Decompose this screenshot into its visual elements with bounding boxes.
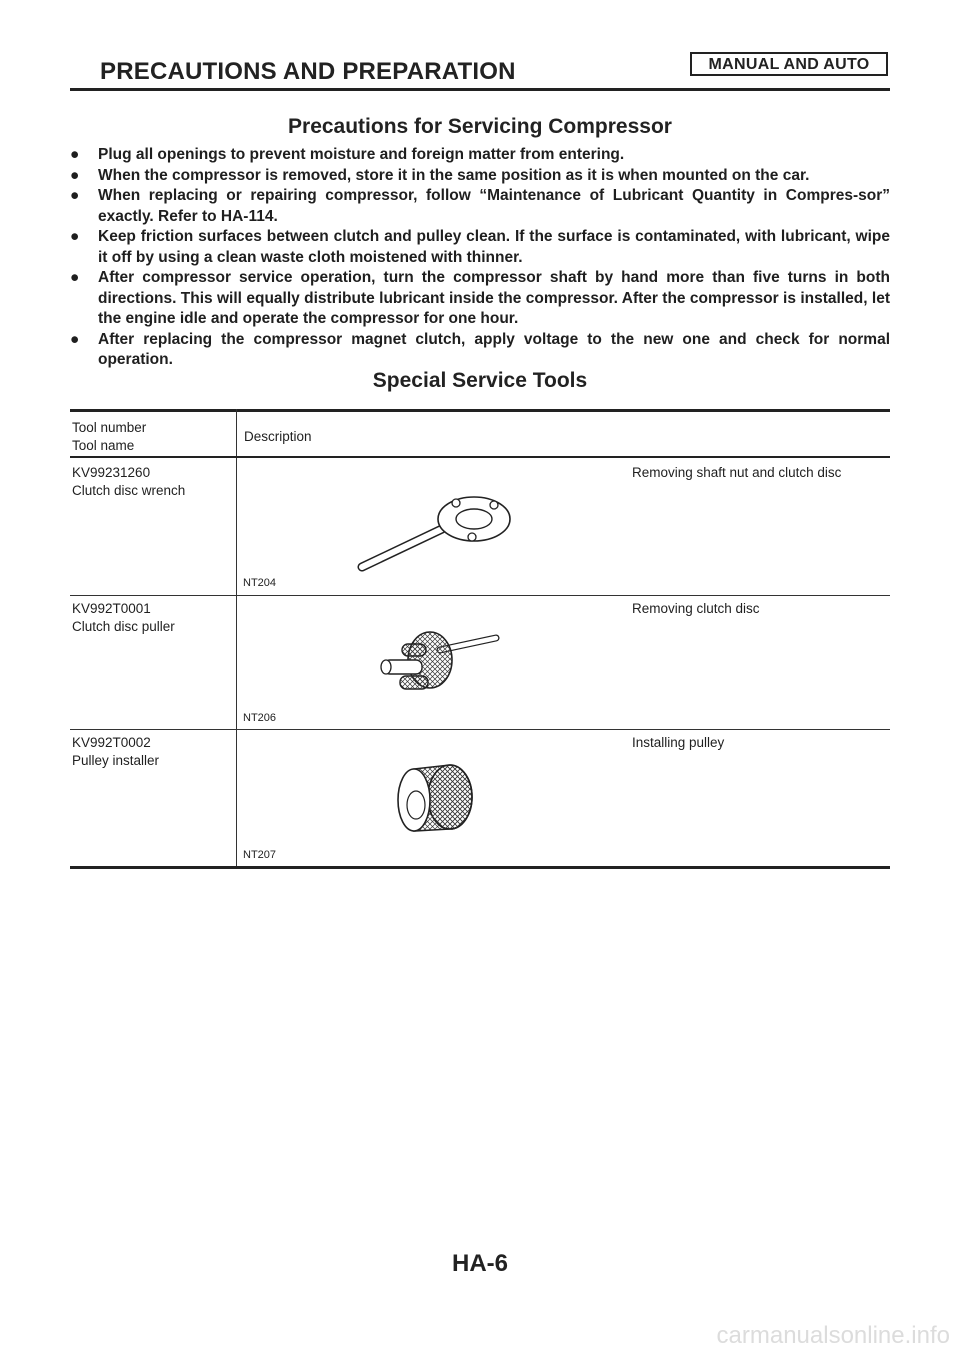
precautions-list (70, 145, 890, 371)
tool-description: Removing shaft nut and clutch disc (632, 465, 842, 480)
tool-name: Pulley installer (72, 753, 160, 768)
list-item (70, 145, 890, 166)
precaution-text: Keep friction surfaces between clutch and pulley clean. If the surface is contaminated, with lubricant, wipe it off by using a clean waste cloth moistened with thinner. (98, 228, 890, 266)
tool-number: KV992T0001 (72, 601, 151, 616)
bullet-icon: ● (70, 228, 80, 245)
precaution-text: After replacing the compressor magnet clutch, apply voltage to the new one and check for normal operation. (98, 330, 890, 368)
precautions-title: Precautions for Servicing Compressor (288, 115, 672, 138)
header-rule (70, 88, 890, 91)
bullet-icon: ● (70, 269, 80, 286)
header-description: Description (244, 429, 312, 444)
figure-code: NT204 (243, 577, 277, 589)
figure-code: NT206 (243, 712, 277, 724)
bullet-icon: ● (70, 146, 80, 163)
tool-number: KV99231260 (72, 465, 151, 480)
list-item (70, 186, 890, 227)
manual-auto-badge: MANUAL AND AUTO (690, 52, 888, 76)
bullet-icon: ● (70, 330, 80, 348)
tool-name: Clutch disc puller (72, 619, 175, 634)
header-tool-number: Tool number (72, 420, 147, 435)
header-bottom-rule (70, 456, 890, 458)
watermark: carmanualsonline.info (716, 1322, 950, 1349)
list-item (70, 227, 890, 268)
tool-name: Clutch disc wrench (72, 483, 186, 498)
list-item (70, 268, 890, 330)
row-divider (70, 595, 890, 596)
table-top-rule (70, 409, 890, 412)
clutch-disc-puller-icon (370, 624, 505, 704)
column-divider (236, 409, 237, 869)
section-header-title: PRECAUTIONS AND PREPARATION (100, 58, 516, 85)
page-header (70, 52, 890, 84)
tool-number: KV992T0002 (72, 735, 151, 750)
list-item (70, 166, 890, 187)
header-tool-name: Tool name (72, 438, 135, 453)
precaution-text: Plug all openings to prevent moisture and foreign matter from entering. (98, 146, 625, 163)
clutch-disc-wrench-icon (350, 489, 520, 579)
row-divider (70, 729, 890, 730)
tool-description: Removing clutch disc (632, 601, 760, 616)
page-number: HA-6 (451, 1250, 508, 1277)
precaution-text: When replacing or repairing compressor, follow “Maintenance of Lubricant Quantity in Compres-sor” exactly. Refer to HA-114. (98, 187, 890, 225)
bullet-icon: ● (70, 166, 80, 184)
pulley-installer-icon (390, 759, 490, 839)
tool-description: Installing pulley (632, 735, 725, 750)
list-item (70, 330, 890, 371)
precaution-text: When the compressor is removed, store it in the same position as it is when mounted on the car. (98, 166, 810, 184)
tools-table (70, 409, 890, 869)
figure-code: NT207 (243, 849, 277, 861)
table-bottom-rule (70, 866, 890, 869)
tools-title: Special Service Tools (372, 369, 588, 392)
precaution-text: After compressor service operation, turn the compressor shaft by hand more than five turns in both directions. This will equally distribute lubricant inside the compressor. After the compressor is installed, let the engine idle and operate the compressor for one hour. (98, 269, 890, 327)
bullet-icon: ● (70, 187, 80, 204)
